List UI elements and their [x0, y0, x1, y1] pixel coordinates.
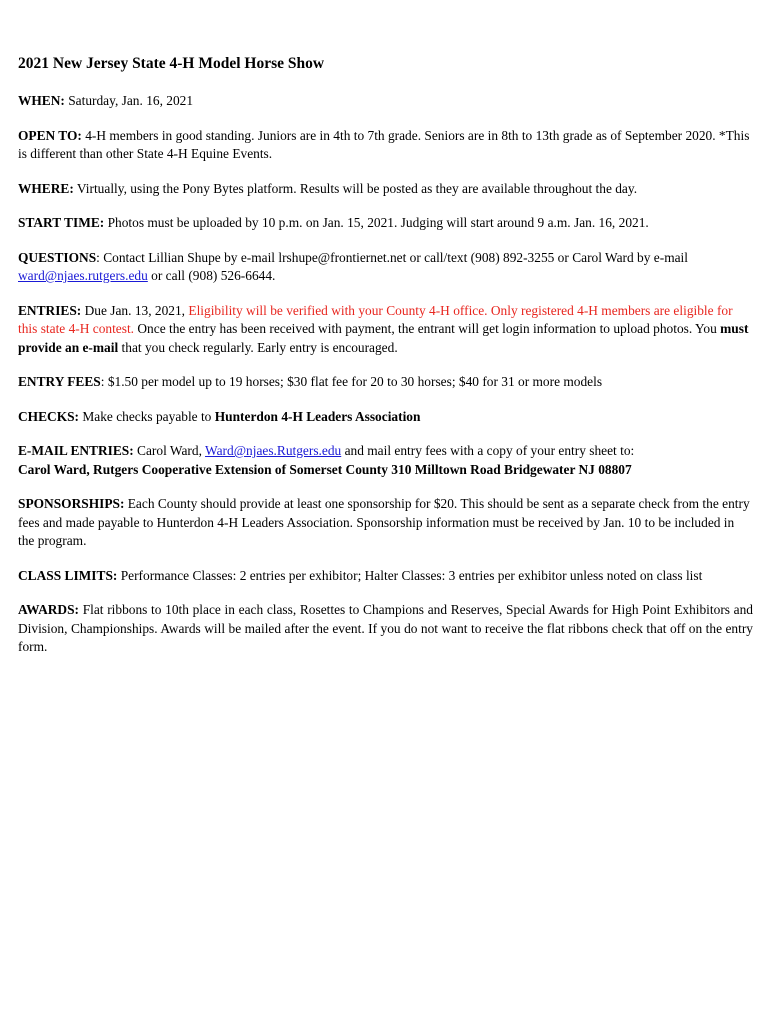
- entries-section: [18, 302, 753, 358]
- eligibility-warning: Eligibility will be verified with your County 4-H office. Only registered 4-H members are eligible for this state 4-H contest.: [18, 302, 733, 336]
- open-to-section: [18, 127, 753, 164]
- email-entries-label: E-MAIL ENTRIES:: [18, 443, 134, 458]
- email-entries-section: [18, 442, 753, 479]
- when-section: [18, 92, 753, 111]
- sponsorships-section: [18, 495, 753, 551]
- where-section: [18, 180, 753, 199]
- class-limits-label: CLASS LIMITS:: [18, 567, 118, 583]
- checks-text: Make checks payable to: [79, 408, 215, 424]
- entry-fees-label: ENTRY FEES: [18, 374, 101, 389]
- start-time-section: [18, 214, 753, 233]
- entries-text: Due Jan. 13, 2021,: [81, 302, 189, 318]
- awards-text: Flat ribbons to 10th place in each class, Rosettes to Champions and Reserves, Special Awards for High Point Exhibitors and Division, Championships. Awards will be mailed after the event. If you do not want to receive the flat ribbons check that off on the entry form.: [18, 602, 753, 654]
- where-label: WHERE:: [18, 180, 74, 196]
- when-label: WHEN:: [18, 93, 65, 108]
- document-page: [18, 54, 753, 673]
- sponsorships-text: Each County should provide at least one sponsorship for $20. This should be sent as a separate check from the entry fees and made payable to Hunterdon 4-H Leaders Association. Sponsorship information must be received by Jan. 10 to be included in the program.: [18, 496, 750, 548]
- entries-label: ENTRIES:: [18, 302, 82, 318]
- start-time-label: START TIME:: [18, 215, 105, 230]
- questions-text: : Contact Lillian Shupe by e-mail lrshupe@frontiernet.net or call/text (908) 892-3255 or Carol Ward by e-mail: [96, 249, 688, 265]
- page-title: 2021 New Jersey State 4-H Model Horse Show: [18, 55, 325, 72]
- where-text: Virtually, using the Pony Bytes platform. Results will be posted as they are available throughout the day.: [73, 180, 638, 196]
- open-to-text: 4-H members in good standing. Juniors are in 4th to 7th grade. Seniors are in 8th to 13th grade as of September 2020. *This is different than other State 4-H Equine Events.: [18, 127, 750, 161]
- questions-section: [18, 249, 753, 286]
- entry-fees-section: [18, 373, 753, 392]
- entries-text-middle: Once the entry has been received with payment, the entrant will get login information to upload photos. You: [134, 321, 721, 336]
- start-time-text: Photos must be uploaded by 10 p.m. on Jan. 15, 2021. Judging will start around 9 a.m. Jan. 16, 2021.: [104, 215, 649, 230]
- entry-fees-text: : $1.50 per model up to 19 horses; $30 flat fee for 20 to 30 horses; $40 for 31 or more models: [100, 374, 603, 389]
- email-entries-link[interactable]: Ward@njaes.Rutgers.edu: [205, 443, 342, 458]
- class-limits-section: [18, 567, 753, 586]
- questions-label: QUESTIONS: [18, 249, 97, 265]
- email-requirement: must provide an e-mail: [18, 321, 749, 355]
- awards-section: [18, 601, 753, 657]
- email-entries-text: Carol Ward,: [133, 443, 206, 458]
- sponsorships-label: SPONSORSHIPS:: [18, 496, 125, 511]
- mailing-address: Carol Ward, Rutgers Cooperative Extension of Somerset County 310 Milltown Road Bridgewater NJ 08807: [18, 461, 632, 477]
- checks-label: CHECKS:: [18, 408, 80, 424]
- entries-text-tail: that you check regularly. Early entry is encouraged.: [118, 339, 398, 355]
- checks-section: [18, 408, 753, 427]
- questions-email-link[interactable]: ward@njaes.rutgers.edu: [18, 268, 148, 283]
- class-limits-text: Performance Classes: 2 entries per exhibitor; Halter Classes: 3 entries per exhibitor unless noted on class list: [117, 567, 703, 583]
- checks-payee: Hunterdon 4-H Leaders Association: [214, 408, 421, 424]
- open-to-label: OPEN TO:: [18, 127, 82, 143]
- questions-text-tail: or call (908) 526-6644.: [147, 268, 276, 283]
- awards-label: AWARDS:: [18, 602, 80, 617]
- when-text: Saturday, Jan. 16, 2021: [64, 93, 194, 108]
- email-entries-text-tail: and mail entry fees with a copy of your entry sheet to:: [341, 443, 635, 458]
